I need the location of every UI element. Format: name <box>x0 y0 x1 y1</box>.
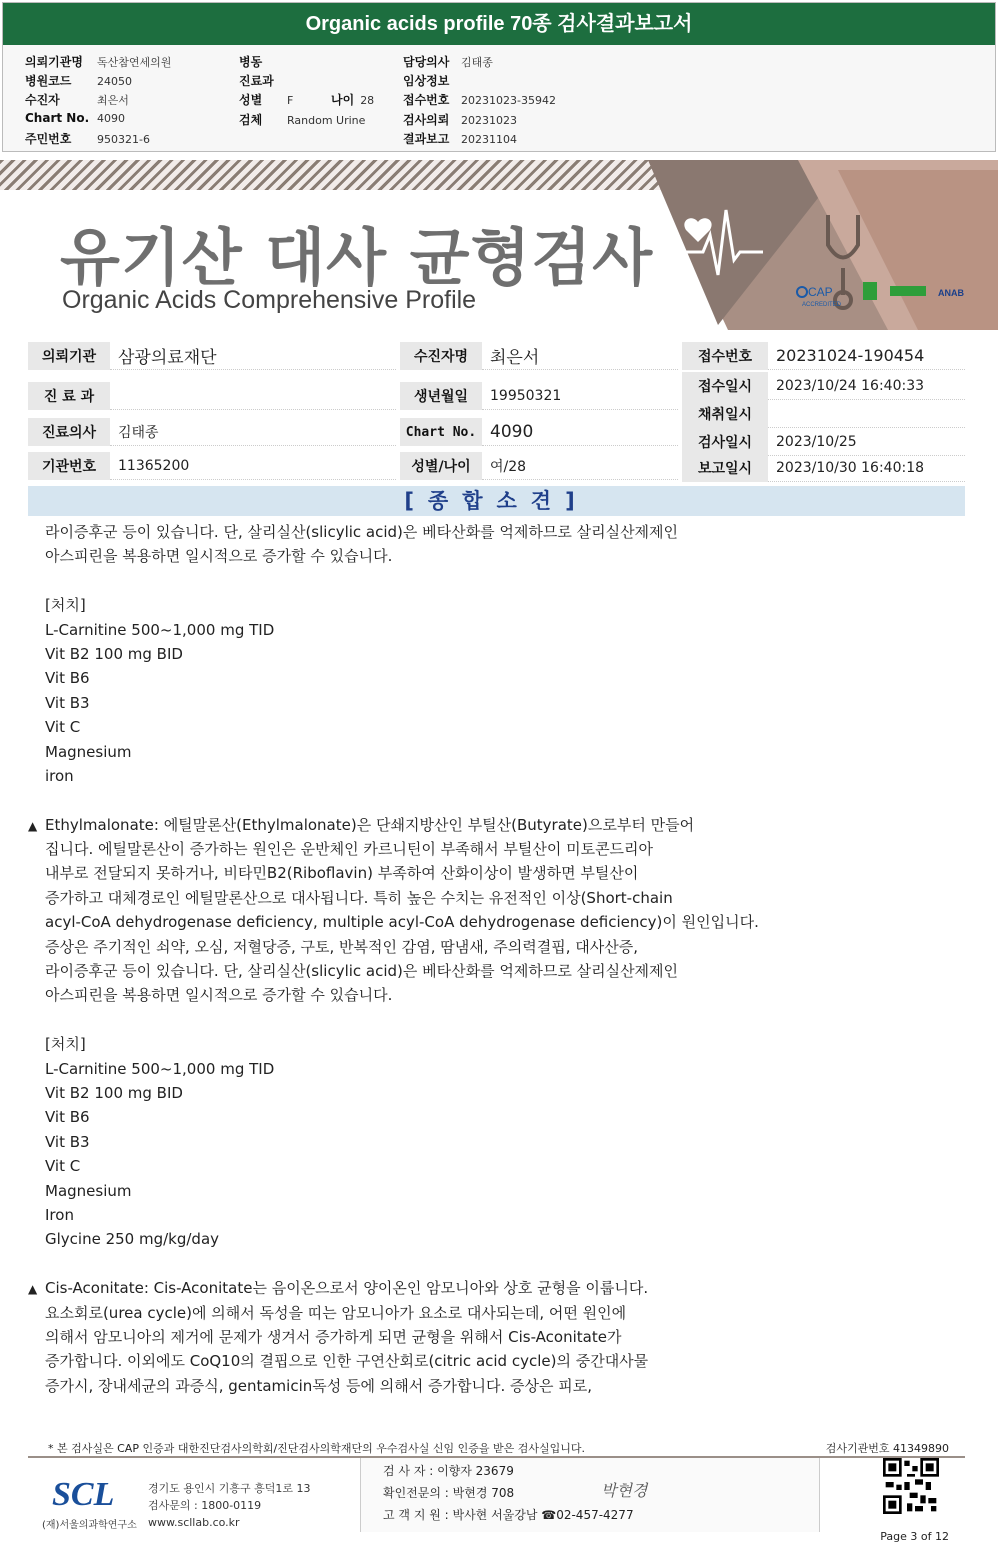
row-inst-no: 기관번호 11365200 <box>28 452 396 480</box>
body-line <box>28 1057 968 1081</box>
line-text: [처치] <box>45 1035 86 1054</box>
body-line <box>28 886 968 910</box>
body-line <box>28 1374 968 1398</box>
body-line <box>28 691 968 715</box>
line-text: 내부로 전달되지 못하거나, 비타민B2(Riboflavin) 부족하여 산화이상이 발생하면 부틸산이 <box>45 864 639 883</box>
line-text: 라이증후군 등이 있습니다. 단, 살리실산(slicylic acid)은 베타산화를 억제하므로 살리실산제제인 <box>45 523 679 541</box>
triangle-bullet-icon: ▲ <box>28 1282 38 1297</box>
line-text: Vit B2 100 mg BID <box>45 644 183 663</box>
body-line <box>28 1203 968 1227</box>
support-line: 고 객 지 원 : 박사현 서울강남 ☎02-457-4277 <box>383 1508 634 1522</box>
header-field-age: 나이 28 <box>331 93 375 107</box>
header-field: 진료과 <box>239 74 274 88</box>
header-field: 주민번호 950321-6 <box>25 132 150 146</box>
body-line <box>28 618 968 642</box>
body-line <box>28 569 968 593</box>
address-line: 경기도 용인시 기흥구 흥덕1로 13 <box>148 1482 311 1495</box>
anab-logo: ANAB <box>938 288 964 298</box>
confirm-line: 확인전문의 : 박현경 708 <box>383 1486 515 1500</box>
row-chart: Chart No. 4090 <box>400 418 678 446</box>
line-text: iron <box>45 766 74 785</box>
line-text: L-Carnitine 500~1,000 mg TID <box>45 620 275 639</box>
header-field: 검체 Random Urine <box>239 113 366 127</box>
lab-address <box>148 1480 311 1531</box>
kola-logo <box>890 286 926 296</box>
lab-code: 검사기관번호 41349890 <box>825 1442 949 1455</box>
body-line <box>28 1081 968 1105</box>
body-line <box>28 910 968 934</box>
line-text: 증상은 주기적인 쇠약, 오심, 저혈당증, 구토, 반복적인 감염, 땀냄새, 주의력결핍, 대사산증, <box>45 937 638 956</box>
qr-code-icon <box>883 1458 939 1514</box>
body-line <box>28 666 968 690</box>
body-line <box>28 1154 968 1178</box>
banner <box>0 160 998 330</box>
line-text: 라이증후군 등이 있습니다. 단, 살리실산(slicylic acid)은 베타산화를 억제하므로 살리실산제제인 <box>45 962 679 981</box>
header-field: 병동 <box>239 55 263 69</box>
header-field: 수진자 최은서 <box>25 93 129 107</box>
body-line <box>28 593 968 617</box>
line-text: 아스피린을 복용하면 일시적으로 증가할 수 있습니다. <box>45 986 393 1005</box>
report-title: Organic acids profile 70종 검사결과보고서 <box>3 3 995 45</box>
line-text: acyl-CoA dehydrogenase deficiency, multiple acyl-CoA dehydrogenase deficiency)이 원인입니다. <box>45 913 759 932</box>
row-collect: 채취일시 <box>682 400 965 428</box>
body-line <box>28 642 968 666</box>
header-field: 결과보고 20231104 <box>403 132 517 146</box>
header-info <box>3 45 995 151</box>
body-line <box>28 1105 968 1129</box>
lm-logo <box>863 282 877 300</box>
body-line <box>28 544 968 568</box>
body-line <box>28 715 968 739</box>
certification-note: * 본 검사실은 CAP 인증과 대한진단검사의학회/진단검사의학재단의 우수검사실 신임 인증을 받은 검사실입니다. <box>48 1442 586 1455</box>
body-line <box>28 788 968 812</box>
body-line <box>28 740 968 764</box>
line-text: L-Carnitine 500~1,000 mg TID <box>45 1059 275 1078</box>
line-text: 집니다. 에틸말론산이 증가하는 원인은 운반체인 카르니틴이 부족해서 부틸산이 미토콘드리아 <box>45 840 654 859</box>
line-text: Vit C <box>45 718 81 737</box>
body-line <box>28 1301 968 1325</box>
line-text: Vit B3 <box>45 1132 90 1151</box>
row-name: 수진자명 최은서 <box>400 342 678 370</box>
line-text: 요소회로(urea cycle)에 의해서 독성을 띠는 암모니아가 요소로 대사되는데, 어떤 원인에 <box>45 1303 627 1322</box>
body-line <box>28 520 968 544</box>
banner-title-korean: 유기산 대사 균형검사 <box>60 221 654 294</box>
section-heading-line <box>28 1276 968 1300</box>
line-text: 의해서 암모니아의 제거에 문제가 생겨서 증가하게 되면 균형을 위해서 Cis-Aconitate가 <box>45 1327 622 1346</box>
body-line <box>28 1325 968 1349</box>
body-line <box>28 1179 968 1203</box>
signature-box <box>360 1458 820 1532</box>
line-text: Vit B3 <box>45 693 90 712</box>
body-line <box>28 764 968 788</box>
triangle-bullet-icon: ▲ <box>28 818 38 833</box>
row-receipt-dt: 접수일시 2023/10/24 16:40:33 <box>682 372 965 400</box>
header-field: 담당의사 김태종 <box>403 55 493 69</box>
line-text: Vit B6 <box>45 669 90 688</box>
examiner-line: 검 사 자 : 이향자 23679 <box>383 1464 514 1478</box>
line-text: Magnesium <box>45 742 132 761</box>
banner-artwork <box>648 160 998 330</box>
page-number: Page 3 of 12 <box>880 1530 949 1543</box>
body-line <box>28 1008 968 1032</box>
line-text: Vit C <box>45 1157 81 1176</box>
scl-logo: SCL <box>52 1476 115 1513</box>
line-text: Cis-Aconitate: Cis-Aconitate는 음이온으로서 양이온인 암모니아와 상호 균형을 이룹니다. <box>45 1279 649 1298</box>
summary-heading: [종합소견] <box>28 486 965 516</box>
line-text: Iron <box>45 1205 74 1224</box>
body-line <box>28 1130 968 1154</box>
banner-title-english: Organic Acids Comprehensive Profile <box>62 286 477 314</box>
body-line <box>28 861 968 885</box>
website-link[interactable]: www.scllab.co.kr <box>148 1516 240 1529</box>
line-text: Glycine 250 mg/kg/day <box>45 1230 220 1249</box>
row-doctor: 진료의사 김태종 <box>28 418 396 446</box>
body-line <box>28 1252 968 1276</box>
header-field: Chart No. 4090 <box>25 111 125 125</box>
header-field: 성별 F <box>239 93 294 107</box>
scl-logo-sub: (재)서울의과학연구소 <box>42 1520 137 1531</box>
row-institution: 의뢰기관 삼광의료재단 <box>28 342 396 370</box>
line-text: 증가합니다. 이외에도 CoQ10의 결핍으로 인한 구연산회로(citric acid cycle)의 중간대사물 <box>45 1352 649 1371</box>
body-line <box>28 837 968 861</box>
inquiry-line: 검사문의 : 1800-0119 <box>148 1499 262 1512</box>
line-text: 아스피린을 복용하면 일시적으로 증가할 수 있습니다. <box>45 547 393 566</box>
line-text: Vit B6 <box>45 1108 90 1127</box>
cap-logo: CAP <box>808 285 833 299</box>
signature: 박현경 <box>601 1481 648 1500</box>
row-receipt-no: 접수번호 20231024-190454 <box>682 342 965 370</box>
header-field: 의뢰기관명 독산참연세의원 <box>25 55 172 69</box>
row-report: 보고일시 2023/10/30 16:40:18 <box>682 454 965 482</box>
row-dob: 생년월일 19950321 <box>400 382 678 410</box>
body-line <box>28 1032 968 1056</box>
line-text: 증가하고 대체경로인 에틸말론산으로 대사됩니다. 특히 높은 수치는 유전적인 이상(Short-chain <box>45 888 673 907</box>
header-field: 검사의뢰 20231023 <box>403 113 517 127</box>
section-heading-line <box>28 813 968 837</box>
body-line <box>28 935 968 959</box>
row-sex-age: 성별/나이 여/28 <box>400 452 678 480</box>
line-text: 증가시, 장내세균의 과증식, gentamicin독성 등에 의해서 증가합니다. 증상은 피로, <box>45 1376 592 1395</box>
report-footer <box>28 1436 965 1546</box>
body-line <box>28 1227 968 1251</box>
line-text: Vit B2 100 mg BID <box>45 1083 183 1102</box>
body-line <box>28 983 968 1007</box>
cap-logo-sub: ACCREDITED <box>802 302 842 308</box>
line-text: Ethylmalonate: 에틸말론산(Ethylmalonate)은 단쇄지방산인 부틸산(Butyrate)으로부터 만들어 <box>45 815 695 834</box>
body-line <box>28 959 968 983</box>
header-field: 병원코드 24050 <box>25 74 132 88</box>
body-line <box>28 1349 968 1373</box>
line-text: Magnesium <box>45 1181 132 1200</box>
row-test: 검사일시 2023/10/25 <box>682 428 965 456</box>
header-field: 임상정보 <box>403 74 450 88</box>
row-dept: 진 료 과 <box>28 382 396 410</box>
header-field: 접수번호 20231023-35942 <box>403 93 556 107</box>
summary-body <box>28 520 968 1398</box>
line-text: [처치] <box>45 596 86 615</box>
report-header <box>2 2 996 152</box>
